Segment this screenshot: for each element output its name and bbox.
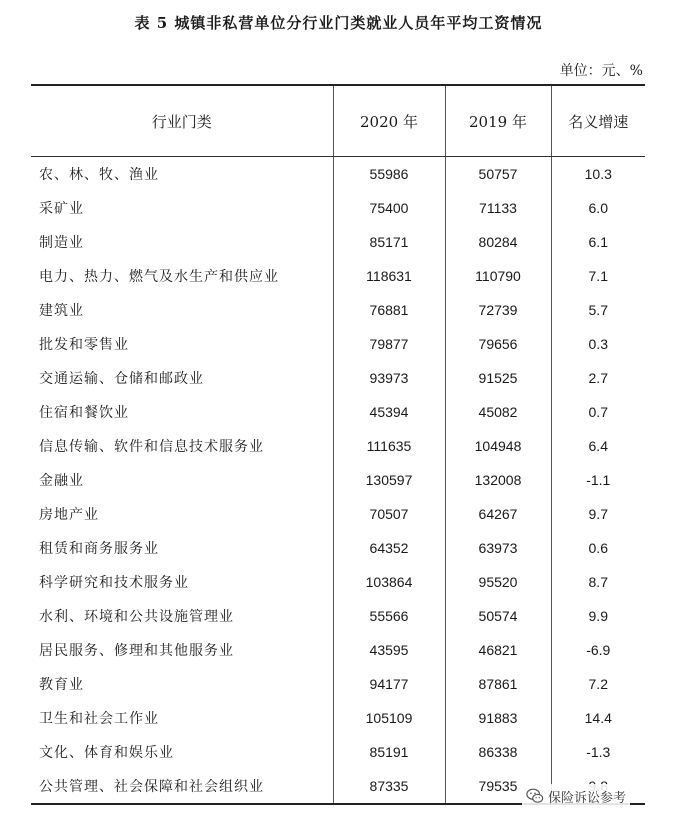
value-2020-cell: 55566 — [333, 599, 445, 633]
growth-cell: 0.7 — [551, 395, 645, 429]
industry-cell: 制造业 — [39, 235, 84, 251]
header-2019: 2019 年 — [445, 85, 551, 157]
industry-cell: 卫生和社会工作业 — [39, 711, 159, 727]
value-2019-cell: 50757 — [445, 157, 551, 192]
value-2020-cell: 93973 — [333, 361, 445, 395]
value-2020-cell: 103864 — [333, 565, 445, 599]
value-2019-cell: 132008 — [445, 463, 551, 497]
value-2019-cell: 79656 — [445, 327, 551, 361]
value-2019-cell: 110790 — [445, 259, 551, 293]
table-row — [31, 701, 645, 735]
table-row — [31, 497, 645, 531]
value-2020-cell: 45394 — [333, 395, 445, 429]
growth-cell: 9.9 — [551, 599, 645, 633]
value-2019-cell: 45082 — [445, 395, 551, 429]
growth-cell: 0.6 — [551, 531, 645, 565]
watermark — [522, 784, 630, 808]
growth-cell: 7.1 — [551, 259, 645, 293]
value-2019-cell: 79535 — [445, 769, 551, 804]
industry-cell: 采矿业 — [39, 201, 84, 217]
growth-cell: 5.7 — [551, 293, 645, 327]
wage-table — [31, 84, 645, 805]
value-2019-cell: 72739 — [445, 293, 551, 327]
value-2019-cell: 50574 — [445, 599, 551, 633]
value-2020-cell: 111635 — [333, 429, 445, 463]
table-row — [31, 361, 645, 395]
industry-cell: 公共管理、社会保障和社会组织业 — [31, 769, 333, 804]
value-2020-cell: 64352 — [333, 531, 445, 565]
growth-cell: 6.4 — [551, 429, 645, 463]
value-2019-cell: 91883 — [445, 701, 551, 735]
value-2020-cell: 76881 — [333, 293, 445, 327]
header-2020: 2020 年 — [333, 85, 445, 157]
growth-cell: 9.7 — [551, 497, 645, 531]
growth-cell: 14.4 — [551, 701, 645, 735]
industry-cell: 金融业 — [39, 473, 84, 489]
table-row — [31, 667, 645, 701]
value-2019-cell: 64267 — [445, 497, 551, 531]
industry-cell: 信息传输、软件和信息技术服务业 — [39, 439, 264, 455]
header-row — [31, 85, 645, 157]
growth-cell: 2.7 — [551, 361, 645, 395]
table-row — [31, 463, 645, 497]
table-row — [31, 259, 645, 293]
table-row — [31, 327, 645, 361]
value-2020-cell: 94177 — [333, 667, 445, 701]
table-body — [31, 157, 645, 805]
industry-cell: 批发和零售业 — [39, 337, 129, 353]
table-row — [31, 157, 645, 192]
header-growth: 名义增速 — [551, 85, 645, 157]
industry-cell: 交通运输、仓储和邮政业 — [39, 371, 204, 387]
table-row — [31, 735, 645, 769]
value-2019-cell: 71133 — [445, 191, 551, 225]
table-row — [31, 395, 645, 429]
growth-cell: 0.3 — [551, 327, 645, 361]
industry-cell: 住宿和餐饮业 — [39, 405, 129, 421]
table-row — [31, 633, 645, 667]
watermark-text: 保险诉讼参考 — [548, 790, 627, 806]
value-2020-cell: 75400 — [333, 191, 445, 225]
industry-cell: 房地产业 — [39, 507, 99, 523]
growth-cell: -1.1 — [551, 463, 645, 497]
industry-cell: 租赁和商务服务业 — [39, 541, 159, 557]
table-row — [31, 599, 645, 633]
wechat-icon — [526, 787, 544, 805]
industry-cell: 水利、环境和公共设施管理业 — [39, 609, 234, 625]
value-2020-cell: 55986 — [333, 157, 445, 192]
value-2020-cell: 70507 — [333, 497, 445, 531]
growth-cell: 8.7 — [551, 565, 645, 599]
growth-cell: 7.2 — [551, 667, 645, 701]
unit-label: 单位：元、% — [559, 63, 643, 79]
industry-cell: 教育业 — [39, 677, 84, 693]
industry-cell: 建筑业 — [39, 303, 84, 319]
value-2019-cell: 86338 — [445, 735, 551, 769]
value-2020-cell: 85191 — [333, 735, 445, 769]
value-2020-cell: 118631 — [333, 259, 445, 293]
table-row — [31, 565, 645, 599]
growth-cell: 6.0 — [551, 191, 645, 225]
value-2019-cell: 63973 — [445, 531, 551, 565]
value-2019-cell: 91525 — [445, 361, 551, 395]
table-row — [31, 531, 645, 565]
value-2019-cell: 104948 — [445, 429, 551, 463]
table-row — [31, 293, 645, 327]
value-2020-cell: 43595 — [333, 633, 445, 667]
table-row — [31, 429, 645, 463]
value-2020-cell: 85171 — [333, 225, 445, 259]
industry-cell: 居民服务、修理和其他服务业 — [39, 643, 234, 659]
value-2020-cell: 79877 — [333, 327, 445, 361]
table-title: 表 5 城镇非私营单位分行业门类就业人员年平均工资情况 — [134, 14, 543, 32]
industry-cell: 农、林、牧、渔业 — [39, 167, 159, 183]
value-2019-cell: 95520 — [445, 565, 551, 599]
header-industry: 行业门类 — [31, 85, 333, 157]
growth-cell: 10.3 — [551, 157, 645, 192]
value-2020-cell: 105109 — [333, 701, 445, 735]
industry-cell: 文化、体育和娱乐业 — [39, 745, 174, 761]
value-2019-cell: 80284 — [445, 225, 551, 259]
table-row — [31, 225, 645, 259]
value-2020-cell: 130597 — [333, 463, 445, 497]
value-2019-cell: 87861 — [445, 667, 551, 701]
industry-cell: 科学研究和技术服务业 — [39, 575, 189, 591]
industry-cell: 电力、热力、燃气及水生产和供应业 — [39, 269, 279, 285]
growth-cell: -6.9 — [551, 633, 645, 667]
table-row — [31, 191, 645, 225]
value-2020-cell: 87335 — [333, 769, 445, 804]
value-2019-cell: 46821 — [445, 633, 551, 667]
growth-cell: -1.3 — [551, 735, 645, 769]
growth-cell: 6.1 — [551, 225, 645, 259]
